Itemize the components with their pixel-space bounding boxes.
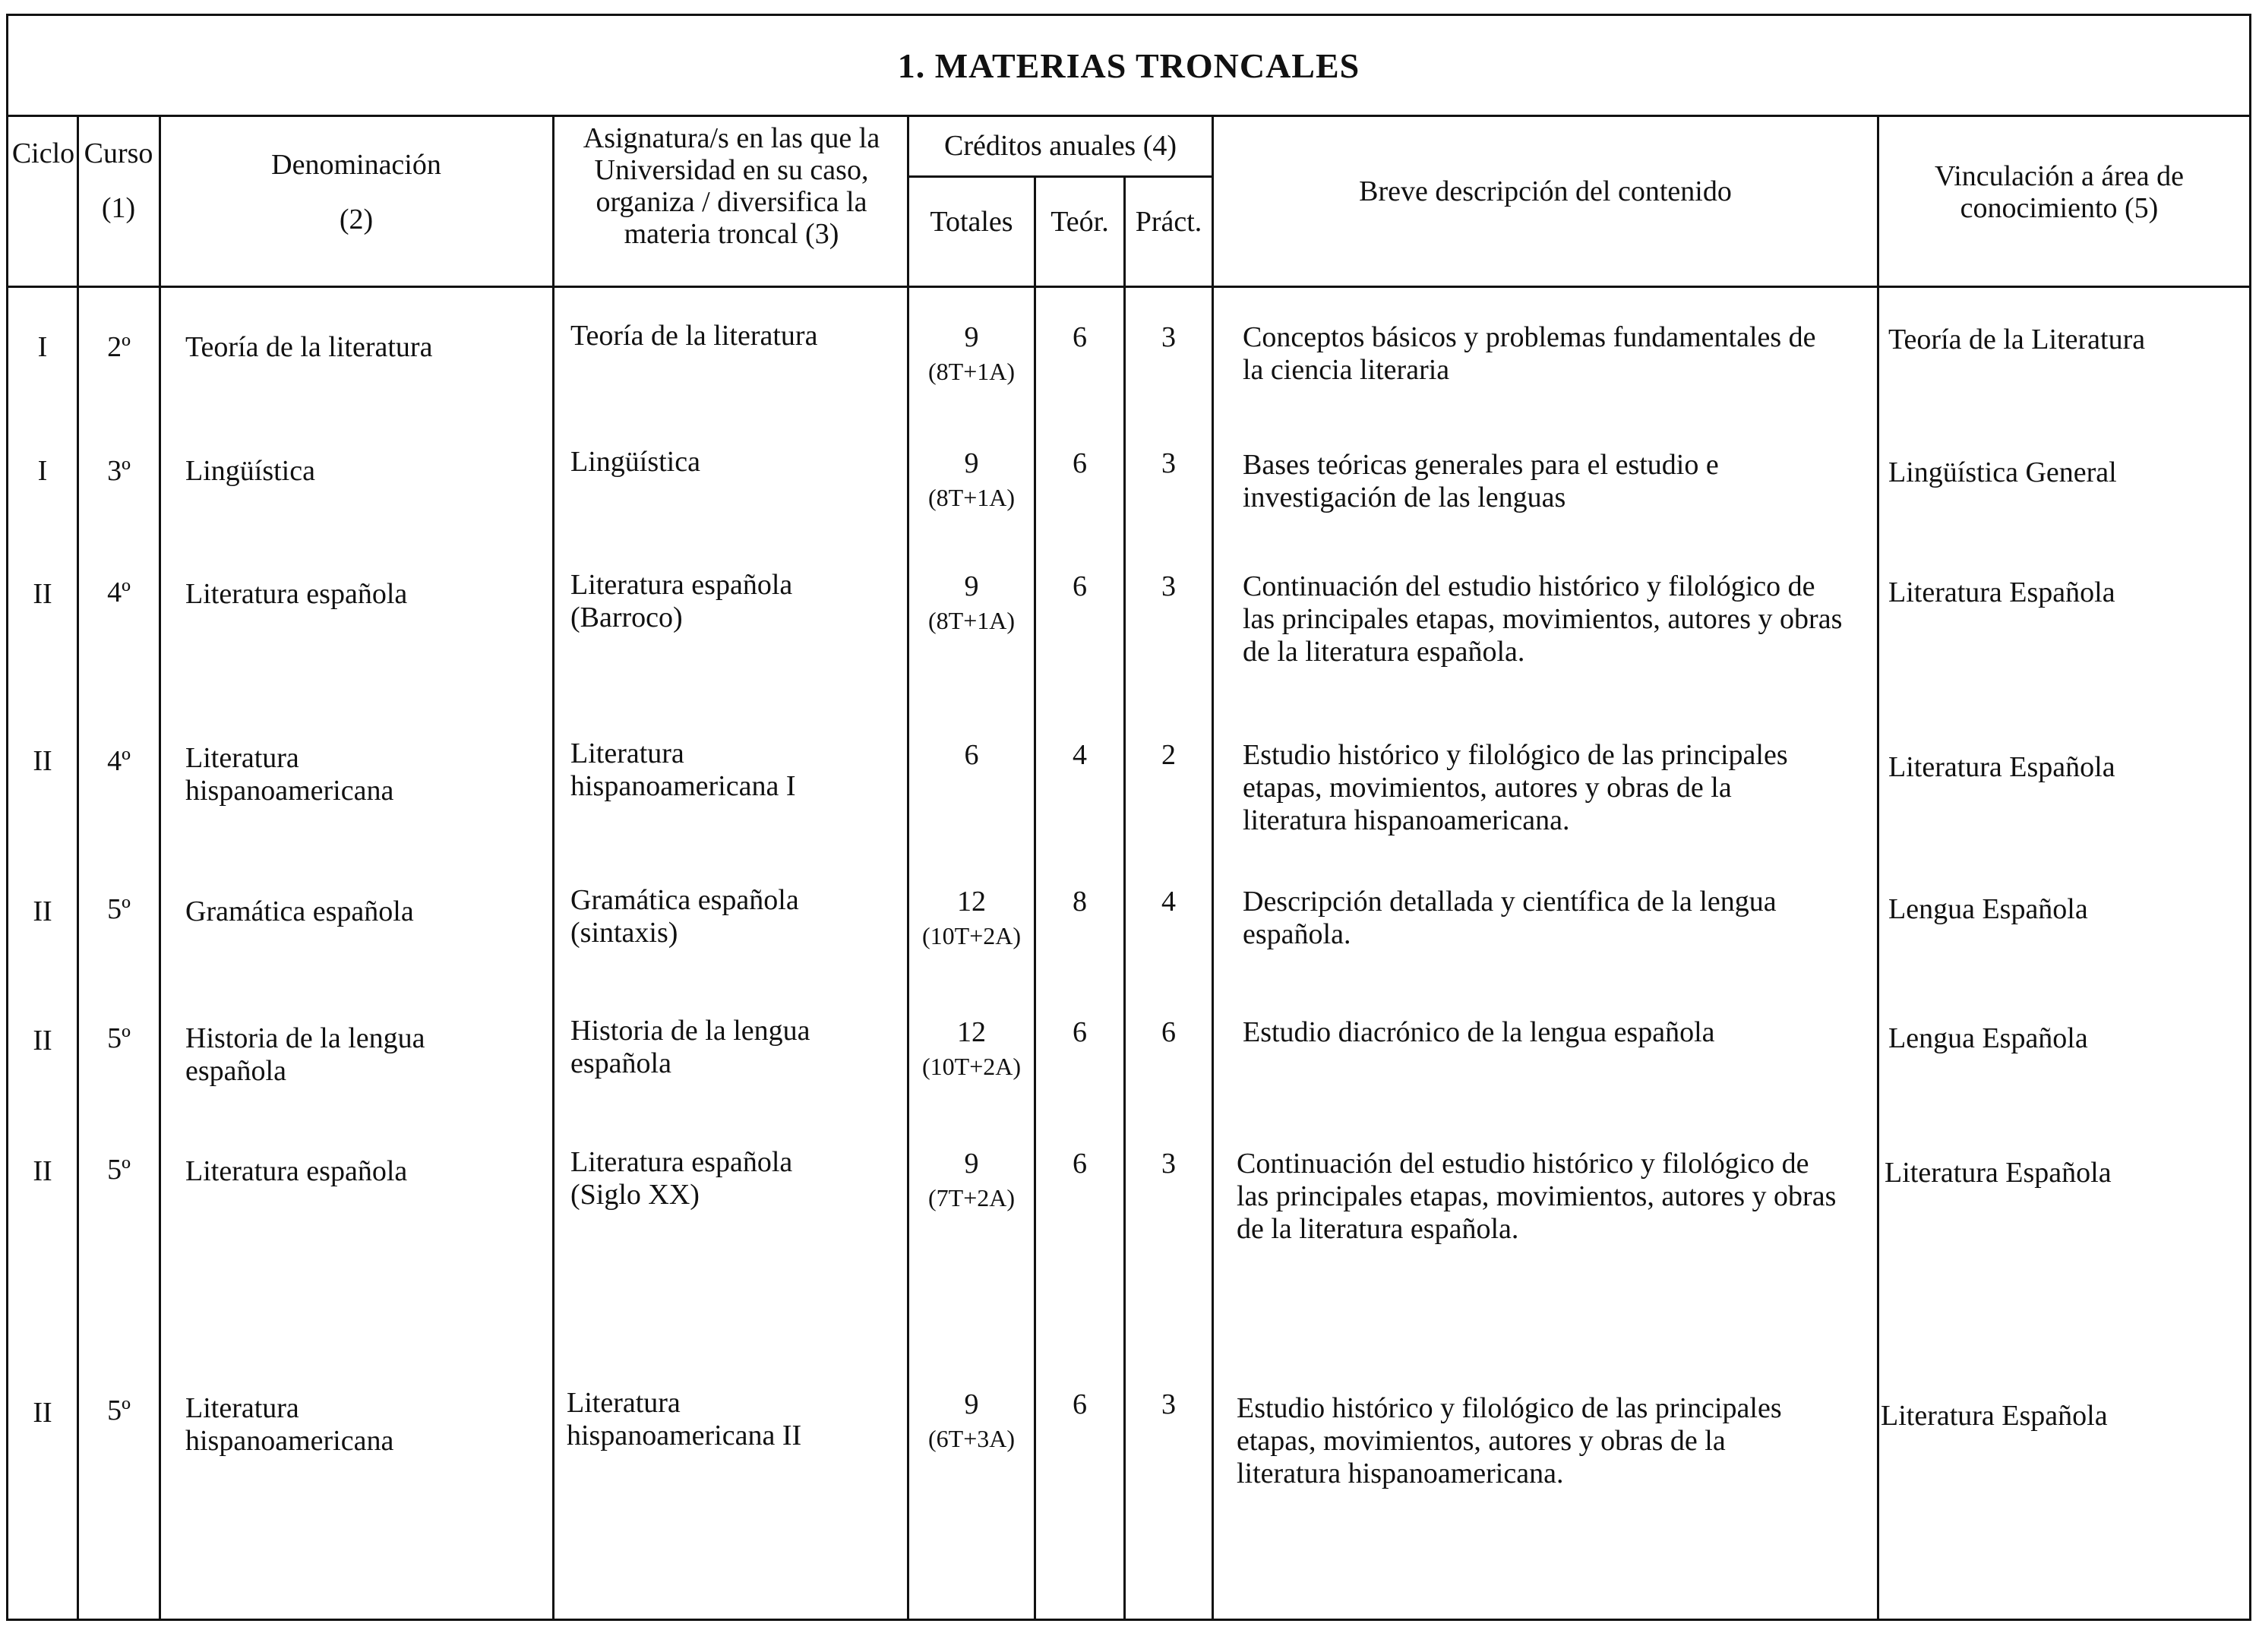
header-asignatura: Asignatura/s en las que la Universidad en su caso, organiza / diversifica la materia troncal (3) bbox=[583, 122, 880, 250]
header-curso bbox=[78, 137, 159, 224]
header-denominacion-note: (2) bbox=[339, 204, 374, 235]
header-totales: Totales bbox=[930, 206, 1013, 238]
row-4-pract: 2 bbox=[1161, 739, 1176, 771]
row-8-totales: 9 bbox=[964, 1388, 979, 1420]
row-4-denominacion: Literatura hispanoamericana bbox=[185, 742, 394, 807]
row-8-totales-detail: (6T+3A) bbox=[927, 1425, 1015, 1452]
creditos-header-rule bbox=[907, 175, 1212, 178]
row-4-asignatura: Literatura hispanoamericana I bbox=[570, 738, 796, 802]
row-1-pract: 3 bbox=[1161, 321, 1176, 353]
table-title: 1. MATERIAS TRONCALES bbox=[8, 16, 2249, 117]
col-divider bbox=[159, 115, 161, 1619]
row-3-pract: 3 bbox=[1161, 570, 1176, 602]
row-3-asignatura: Literatura española (Barroco) bbox=[570, 569, 793, 633]
row-7-asignatura: Literatura española (Siglo XX) bbox=[570, 1146, 793, 1211]
row-2-vinculacion: Lingüística General bbox=[1888, 456, 2117, 488]
row-2-asignatura: Lingüística bbox=[570, 446, 700, 478]
header-denominacion-label: Denominación bbox=[271, 149, 441, 181]
col-divider bbox=[552, 115, 554, 1619]
row-6-vinculacion: Lengua Española bbox=[1888, 1022, 2088, 1054]
row-3-teor: 6 bbox=[1073, 570, 1087, 602]
row-5-totales-detail: (10T+2A) bbox=[921, 922, 1021, 949]
row-6-pract: 6 bbox=[1161, 1016, 1176, 1048]
row-4-descripcion: Estudio histórico y filológico de las principales etapas, movimientos, autores y obras de la literatura hispanoamericana. bbox=[1243, 739, 1788, 836]
row-5-denominacion: Gramática española bbox=[185, 895, 414, 927]
header-curso-note: (1) bbox=[101, 192, 136, 224]
row-2-pract: 3 bbox=[1161, 447, 1176, 479]
row-6-totales: 12 bbox=[957, 1016, 986, 1048]
row-1-curso: 2º bbox=[107, 331, 131, 363]
row-6-teor: 6 bbox=[1073, 1016, 1087, 1048]
row-1-ciclo: I bbox=[37, 331, 48, 363]
row-4-totales: 6 bbox=[964, 739, 979, 771]
row-5-teor: 8 bbox=[1073, 886, 1087, 918]
row-7-descripcion: Continuación del estudio histórico y filológico de las principales etapas, movimientos, autores y obras de la literatura española. bbox=[1237, 1148, 1837, 1245]
row-3-vinculacion: Literatura Española bbox=[1888, 576, 2115, 608]
row-6-curso: 5º bbox=[107, 1022, 131, 1054]
row-8-teor: 6 bbox=[1073, 1388, 1087, 1420]
row-8-descripcion: Estudio histórico y filológico de las principales etapas, movimientos, autores y obras de la literatura hispanoamericana. bbox=[1237, 1392, 1782, 1489]
row-5-descripcion: Descripción detallada y científica de la lengua española. bbox=[1243, 886, 1777, 950]
header-curso-label: Curso bbox=[84, 137, 153, 169]
row-5-totales: 12 bbox=[957, 886, 986, 918]
col-divider bbox=[1877, 115, 1879, 1619]
header-bottom-rule bbox=[8, 286, 2249, 288]
row-6-descripcion: Estudio diacrónico de la lengua española bbox=[1243, 1016, 1715, 1048]
row-1-totales-detail: (8T+1A) bbox=[927, 358, 1015, 385]
row-4-vinculacion: Literatura Española bbox=[1888, 751, 2115, 783]
row-4-teor: 4 bbox=[1073, 739, 1087, 771]
header-creditos: Créditos anuales (4) bbox=[943, 130, 1177, 162]
header-ciclo: Ciclo bbox=[11, 137, 75, 169]
row-3-ciclo: II bbox=[33, 578, 52, 610]
row-2-ciclo: I bbox=[37, 455, 48, 487]
row-7-teor: 6 bbox=[1073, 1148, 1087, 1180]
row-8-vinculacion: Literatura Española bbox=[1881, 1400, 2108, 1432]
row-7-vinculacion: Literatura Española bbox=[1885, 1157, 2112, 1189]
row-1-totales: 9 bbox=[964, 321, 979, 353]
row-7-pract: 3 bbox=[1161, 1148, 1176, 1180]
row-7-denominacion: Literatura española bbox=[185, 1155, 408, 1187]
row-7-curso: 5º bbox=[107, 1154, 131, 1186]
row-3-curso: 4º bbox=[107, 576, 131, 608]
row-2-totales-detail: (8T+1A) bbox=[927, 484, 1015, 511]
row-7-totales: 9 bbox=[964, 1148, 979, 1180]
row-1-asignatura: Teoría de la literatura bbox=[570, 320, 818, 352]
row-2-curso: 3º bbox=[107, 455, 131, 487]
row-8-curso: 5º bbox=[107, 1395, 131, 1426]
row-6-denominacion: Historia de la lengua española bbox=[185, 1022, 425, 1087]
row-8-pract: 3 bbox=[1161, 1388, 1176, 1420]
row-1-denominacion: Teoría de la literatura bbox=[185, 331, 433, 363]
header-pract: Práct. bbox=[1135, 206, 1202, 238]
row-3-totales-detail: (8T+1A) bbox=[927, 607, 1015, 634]
row-6-asignatura: Historia de la lengua española bbox=[570, 1015, 810, 1079]
row-5-asignatura: Gramática española (sintaxis) bbox=[570, 884, 799, 949]
row-5-pract: 4 bbox=[1161, 886, 1176, 918]
row-1-teor: 6 bbox=[1073, 321, 1087, 353]
row-5-vinculacion: Lengua Española bbox=[1888, 893, 2088, 925]
row-2-descripcion: Bases teóricas generales para el estudio e investigación de las lenguas bbox=[1243, 449, 1719, 513]
row-3-denominacion: Literatura española bbox=[185, 578, 408, 610]
row-2-totales: 9 bbox=[964, 447, 979, 479]
col-divider bbox=[1212, 115, 1214, 1619]
row-2-denominacion: Lingüística bbox=[185, 455, 315, 487]
row-6-ciclo: II bbox=[33, 1025, 52, 1057]
row-3-totales: 9 bbox=[964, 570, 979, 602]
header-teor: Teór. bbox=[1051, 206, 1109, 238]
row-8-asignatura: Literatura hispanoamericana II bbox=[567, 1387, 802, 1451]
row-5-ciclo: II bbox=[33, 895, 52, 927]
row-4-curso: 4º bbox=[107, 745, 131, 777]
row-7-totales-detail: (7T+2A) bbox=[927, 1184, 1015, 1211]
row-1-descripcion: Conceptos básicos y problemas fundamentales de la ciencia literaria bbox=[1243, 321, 1816, 386]
row-7-ciclo: II bbox=[33, 1155, 52, 1187]
header-vinculacion: Vinculación a área de conocimiento (5) bbox=[1935, 160, 2184, 224]
row-8-ciclo: II bbox=[33, 1397, 52, 1429]
row-5-curso: 5º bbox=[107, 893, 131, 925]
row-3-descripcion: Continuación del estudio histórico y filológico de las principales etapas, movimientos, autores y obras de la literatura española. bbox=[1243, 570, 1843, 668]
table-sheet bbox=[6, 14, 2251, 1621]
row-4-ciclo: II bbox=[33, 745, 52, 777]
row-8-denominacion: Literatura hispanoamericana bbox=[185, 1392, 394, 1457]
header-descripcion: Breve descripción del contenido bbox=[1359, 175, 1732, 207]
row-2-teor: 6 bbox=[1073, 447, 1087, 479]
row-6-totales-detail: (10T+2A) bbox=[921, 1053, 1021, 1080]
row-1-vinculacion: Teoría de la Literatura bbox=[1888, 324, 2146, 355]
header-denominacion bbox=[160, 149, 552, 235]
